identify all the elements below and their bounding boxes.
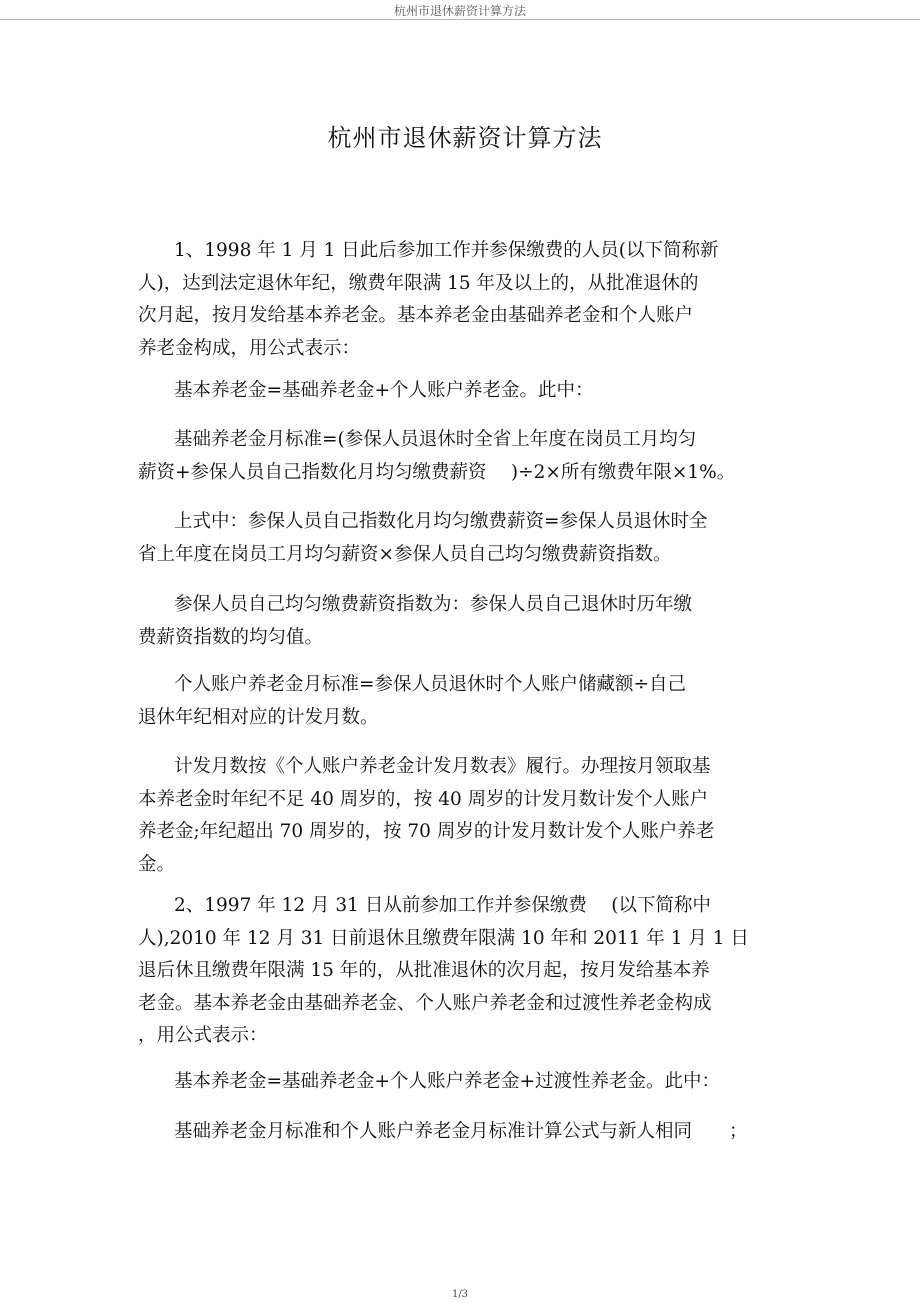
header-divider (0, 19, 920, 20)
paragraph-personal-account (138, 669, 788, 734)
paragraph-middle-retirees (138, 890, 788, 1053)
paragraph-line: 次月起，按月发给基本养老金。基本养老金由基础养老金和个人账户 (138, 305, 694, 326)
paragraph-line: 金。 (138, 853, 176, 875)
paragraph-base-pension-standard (138, 424, 788, 489)
paragraph-line: 个人账户养老金月标准=参保人员退休时个人账户储藏额÷自己 (174, 674, 687, 695)
paragraph-basic-formula (138, 375, 788, 408)
paragraph-new-retirees (138, 235, 788, 365)
paragraph-line: 人)，达到法定退休年纪，缴费年限满 15 年及以上的，从批准退休的 (138, 272, 699, 294)
paragraph-line: 参保人员自己均匀缴费薪资指数为：参保人员自己退休时历年缴 (174, 594, 693, 615)
running-header: 杭州市退休薪资计算方法 (393, 4, 526, 18)
paragraph-line: 2、1997 年 12 月 31 日从前参加工作并参保缴费 (以下简称中 (174, 895, 711, 916)
paragraph-payment-months (138, 751, 788, 881)
paragraph-line: 老金。基本养老金由基础养老金、个人账户养老金和过渡性养老金构成 (138, 992, 712, 1014)
paragraph-line: 退后休且缴费年限满 15 年的，从批准退休的次月起，按月发给基本养 (138, 960, 710, 981)
paragraph-line: 计发月数按《个人账户养老金计发月数表》履行。办理按月领取基 (174, 756, 711, 777)
paragraph-line: 基础养老金月标准=(参保人员退休时全省上年度在岗员工月均匀 (174, 429, 697, 450)
paragraph-indexed-wage (138, 506, 788, 571)
paragraph-line: 1、1998 年 1 月 1 日此后参加工作并参保缴费的人员(以下简称新 (174, 240, 719, 261)
paragraph-line: 本养老金时年纪不足 40 周岁的，按 40 周岁的计发月数计发个人账户 (138, 788, 709, 810)
paragraph-same-standard (138, 1116, 788, 1149)
paragraph-line: 基本养老金=基础养老金+个人账户养老金+过渡性养老金。此中： (174, 1071, 721, 1092)
paragraph-line: 基本养老金=基础养老金+个人账户养老金。此中： (174, 380, 594, 401)
paragraph-line: 基础养老金月标准和个人账户养老金月标准计算公式与新人相同 ； (174, 1121, 748, 1142)
paragraph-line: 省上年度在岗员工月均匀薪资×参保人员自己均匀缴费薪资指数。 (138, 543, 672, 565)
paragraph-wage-index (138, 589, 788, 654)
paragraph-middle-formula (138, 1066, 788, 1099)
paragraph-line: 养老金;年纪超出 70 周岁的，按 70 周岁的计发月数计发个人账户养老 (138, 821, 715, 842)
paragraph-line: 上式中：参保人员自己指数化月均匀缴费薪资=参保人员退休时全 (174, 511, 708, 532)
paragraph-line: 养老金构成，用公式表示： (138, 337, 361, 359)
paragraph-line: 薪资+参保人员自己指数化月均匀缴费薪资 )÷2×所有缴费年限×1%。 (138, 461, 736, 483)
paragraph-line: 退休年纪相对应的计发月数。 (138, 706, 379, 728)
paragraph-line: 人),2010 年 12 月 31 日前退休且缴费年限满 10 年和 2011 年 1 月 1 日 (138, 927, 749, 949)
paragraph-line: 费薪资指数的均匀值。 (138, 626, 324, 648)
document-title: 杭州市退休薪资计算方法 (327, 124, 603, 152)
paragraph-line: ，用公式表示： (138, 1025, 268, 1046)
page-number: 1/3 (451, 1289, 469, 1300)
